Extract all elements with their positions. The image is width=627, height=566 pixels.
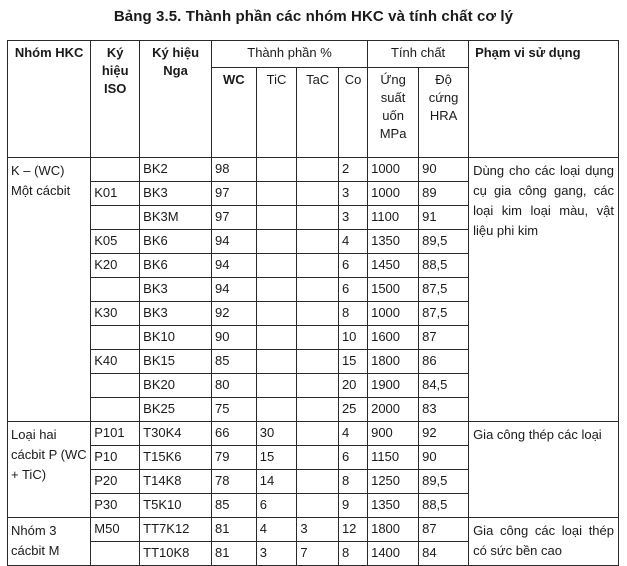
cell-hra: 89,5: [419, 230, 469, 254]
cell-iso: M50: [91, 518, 140, 542]
cell-stress: 1800: [368, 518, 419, 542]
cell-stress: 1800: [368, 350, 419, 374]
cell-iso: P101: [91, 422, 140, 446]
cell-hra: 90: [419, 158, 469, 182]
cell-russian: T5K10: [140, 494, 212, 518]
cell-co: 25: [338, 398, 367, 422]
cell-hra: 87,5: [419, 302, 469, 326]
cell-co: 6: [338, 446, 367, 470]
cell-wc: 94: [211, 230, 256, 254]
cell-hra: 87,5: [419, 278, 469, 302]
cell-co: 9: [338, 494, 367, 518]
cell-wc: 85: [211, 350, 256, 374]
cell-wc: 66: [211, 422, 256, 446]
cell-tic: 6: [256, 494, 297, 518]
cell-iso: K20: [91, 254, 140, 278]
cell-wc: 81: [211, 518, 256, 542]
cell-tic: [256, 158, 297, 182]
cell-hra: 91: [419, 206, 469, 230]
cell-tic: [256, 302, 297, 326]
cell-co: 8: [338, 470, 367, 494]
cell-tac: [297, 230, 339, 254]
cell-tac: [297, 374, 339, 398]
cell-tac: [297, 254, 339, 278]
cell-tic: [256, 230, 297, 254]
cell-wc: 94: [211, 254, 256, 278]
usage-k: Dùng cho các loại dụng cụ gia công gang, các loại kim loại màu, vật liệu phi kim: [469, 158, 619, 422]
cell-russian: BK6: [140, 254, 212, 278]
header-usage: Phạm vi sử dụng: [469, 41, 619, 158]
cell-tic: 14: [256, 470, 297, 494]
cell-tac: 3: [297, 518, 339, 542]
cell-tac: [297, 350, 339, 374]
cell-iso: P10: [91, 446, 140, 470]
header-russian: Ký hiệu Nga: [140, 41, 212, 158]
header-wc: WC: [211, 68, 256, 158]
cell-hra: 88,5: [419, 494, 469, 518]
cell-tic: 15: [256, 446, 297, 470]
header-co: Co: [338, 68, 367, 158]
cell-tic: [256, 254, 297, 278]
cell-russian: T30K4: [140, 422, 212, 446]
cell-stress: 1150: [368, 446, 419, 470]
cell-tac: [297, 398, 339, 422]
group-p-label: Loại hai cácbit P (WC + TiC): [8, 422, 91, 518]
cell-tic: 4: [256, 518, 297, 542]
cell-tic: [256, 278, 297, 302]
cell-stress: 1000: [368, 182, 419, 206]
cell-stress: 2000: [368, 398, 419, 422]
cell-russian: BK15: [140, 350, 212, 374]
cell-co: 8: [338, 542, 367, 566]
cell-iso: [91, 158, 140, 182]
cell-hra: 89: [419, 182, 469, 206]
cell-russian: BK2: [140, 158, 212, 182]
cell-iso: K30: [91, 302, 140, 326]
cell-iso: K40: [91, 350, 140, 374]
cell-wc: 78: [211, 470, 256, 494]
cell-iso: [91, 542, 140, 566]
cell-wc: 81: [211, 542, 256, 566]
cell-russian: BK3: [140, 278, 212, 302]
header-group: Nhóm HKC: [8, 41, 91, 158]
cell-stress: 1600: [368, 326, 419, 350]
cell-stress: 1400: [368, 542, 419, 566]
cell-tic: 30: [256, 422, 297, 446]
header-hardness: Độ cứng HRA: [419, 68, 469, 158]
cell-stress: 1350: [368, 230, 419, 254]
cell-tac: [297, 158, 339, 182]
cell-hra: 84: [419, 542, 469, 566]
cell-co: 4: [338, 422, 367, 446]
cell-russian: T14K8: [140, 470, 212, 494]
cell-co: 2: [338, 158, 367, 182]
cell-stress: 1450: [368, 254, 419, 278]
cell-hra: 84,5: [419, 374, 469, 398]
cell-russian: TT7K12: [140, 518, 212, 542]
cell-stress: 1350: [368, 494, 419, 518]
cell-hra: 86: [419, 350, 469, 374]
cell-stress: 1100: [368, 206, 419, 230]
carbide-table: [7, 40, 619, 566]
cell-iso: [91, 398, 140, 422]
cell-russian: BK3M: [140, 206, 212, 230]
cell-russian: BK3: [140, 182, 212, 206]
cell-wc: 75: [211, 398, 256, 422]
usage-m: Gia công các loại thép có sức bền cao: [469, 518, 619, 566]
cell-tac: [297, 182, 339, 206]
header-properties: Tính chất: [368, 41, 469, 68]
cell-wc: 97: [211, 206, 256, 230]
cell-russian: TT10K8: [140, 542, 212, 566]
cell-stress: 1900: [368, 374, 419, 398]
cell-iso: [91, 206, 140, 230]
table-row: [8, 422, 619, 446]
group-m-label: Nhóm 3 cácbit M: [8, 518, 91, 566]
cell-tac: [297, 446, 339, 470]
cell-stress: 1000: [368, 302, 419, 326]
cell-iso: P20: [91, 470, 140, 494]
cell-wc: 97: [211, 182, 256, 206]
group-k-label: K – (WC) Một cácbit: [8, 158, 91, 422]
cell-russian: BK6: [140, 230, 212, 254]
cell-hra: 83: [419, 398, 469, 422]
cell-stress: 1250: [368, 470, 419, 494]
cell-hra: 88,5: [419, 254, 469, 278]
cell-russian: T15K6: [140, 446, 212, 470]
cell-wc: 90: [211, 326, 256, 350]
cell-wc: 80: [211, 374, 256, 398]
cell-tic: [256, 182, 297, 206]
table-row: [8, 158, 619, 182]
cell-tac: [297, 278, 339, 302]
cell-tac: [297, 302, 339, 326]
cell-hra: 92: [419, 422, 469, 446]
cell-wc: 85: [211, 494, 256, 518]
cell-co: 10: [338, 326, 367, 350]
cell-iso: P30: [91, 494, 140, 518]
cell-tac: [297, 422, 339, 446]
cell-co: 8: [338, 302, 367, 326]
header-tic: TiC: [256, 68, 297, 158]
cell-stress: 1500: [368, 278, 419, 302]
cell-tic: [256, 206, 297, 230]
cell-stress: 900: [368, 422, 419, 446]
cell-tic: [256, 398, 297, 422]
cell-russian: BK3: [140, 302, 212, 326]
cell-hra: 89,5: [419, 470, 469, 494]
cell-tac: [297, 326, 339, 350]
cell-co: 4: [338, 230, 367, 254]
cell-russian: BK10: [140, 326, 212, 350]
cell-tic: 3: [256, 542, 297, 566]
cell-russian: BK20: [140, 374, 212, 398]
cell-tac: [297, 494, 339, 518]
cell-tac: 7: [297, 542, 339, 566]
table-caption: Bảng 3.5. Thành phần các nhóm HKC và tính chất cơ lý: [113, 8, 514, 25]
cell-iso: [91, 374, 140, 398]
cell-hra: 87: [419, 518, 469, 542]
cell-hra: 90: [419, 446, 469, 470]
cell-iso: K05: [91, 230, 140, 254]
cell-hra: 87: [419, 326, 469, 350]
cell-tic: [256, 374, 297, 398]
cell-wc: 92: [211, 302, 256, 326]
cell-co: 12: [338, 518, 367, 542]
cell-iso: [91, 326, 140, 350]
cell-russian: BK25: [140, 398, 212, 422]
usage-p: Gia công thép các loại: [469, 422, 619, 518]
cell-co: 6: [338, 254, 367, 278]
cell-co: 3: [338, 206, 367, 230]
cell-wc: 79: [211, 446, 256, 470]
cell-co: 3: [338, 182, 367, 206]
cell-wc: 98: [211, 158, 256, 182]
cell-tac: [297, 206, 339, 230]
cell-iso: [91, 278, 140, 302]
cell-co: 20: [338, 374, 367, 398]
table-row: [8, 518, 619, 542]
cell-co: 6: [338, 278, 367, 302]
cell-wc: 94: [211, 278, 256, 302]
cell-co: 15: [338, 350, 367, 374]
cell-tac: [297, 470, 339, 494]
cell-iso: K01: [91, 182, 140, 206]
cell-tic: [256, 350, 297, 374]
header-stress: Ứng suất uốn MPa: [368, 68, 419, 158]
header-tac: TaC: [297, 68, 339, 158]
cell-tic: [256, 326, 297, 350]
cell-stress: 1000: [368, 158, 419, 182]
header-composition: Thành phần %: [211, 41, 367, 68]
header-iso: Ký hiệu ISO: [91, 41, 140, 158]
